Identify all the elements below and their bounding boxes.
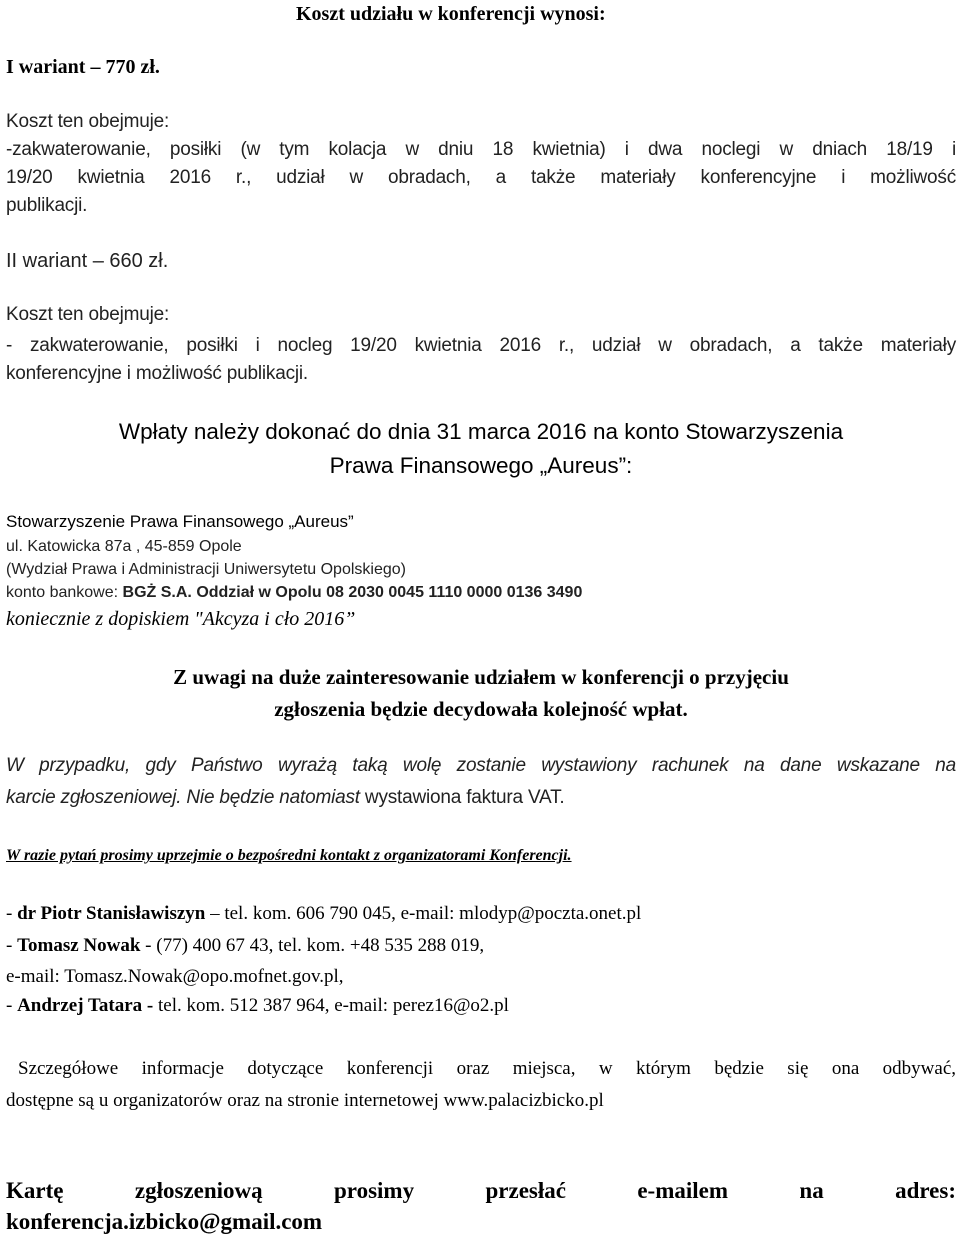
footer-line-1: Kartę zgłoszeniową prosimy przesłać e-mailem na adres:	[6, 1178, 956, 1203]
notice-line-1: Z uwagi na duże zainteresowanie udziałem w konferencji o przyjęciu	[173, 665, 789, 689]
contact-bullet: -	[6, 903, 18, 924]
variant-1-title: I wariant – 770 zł.	[6, 56, 160, 78]
bank-account-label: konto bankowe:	[6, 584, 123, 601]
variant-1-includes-label: Koszt ten obejmuje:	[6, 111, 170, 132]
contact-intro: W razie pytań prosimy uprzejmie o bezpośredni kontakt z organizatorami Konferencji.	[6, 847, 572, 864]
footer-email: konferencja.izbicko@gmail.com	[6, 1209, 323, 1234]
invoice-line-2-plain: wystawiona faktura VAT.	[364, 787, 565, 808]
variant-1-includes-line-2: 19/20 kwietnia 2016 r., udział w obradach, a także materiały konferencyjne i możliwość	[6, 167, 956, 188]
invoice-line-2	[6, 785, 564, 811]
variant-2-includes-line-1: - zakwaterowanie, posiłki i nocleg 19/20 kwietnia 2016 r., udział w obradach, a także materiały	[6, 335, 956, 356]
details-line-2: dostępne są u organizatorów oraz na stronie internetowej www.palacizbicko.pl	[6, 1090, 604, 1111]
contact-person-1-name: dr Piotr Stanisławiszyn	[17, 903, 206, 924]
contact-person-1-details: – tel. kom. 606 790 045, e-mail: mlodyp@poczta.onet.pl	[205, 903, 642, 924]
variant-2-includes-line-2: konferencyjne i możliwość publikacji.	[6, 363, 309, 384]
contact-bullet: -	[6, 995, 18, 1016]
payment-heading-line-2: Prawa Finansowego „Aureus”:	[329, 453, 633, 478]
invoice-line-1: W przypadku, gdy Państwo wyrażą taką wolę zostanie wystawiony rachunek na dane wskazane na	[6, 755, 956, 776]
contact-bullet: -	[6, 935, 18, 956]
payment-heading-line-1: Wpłaty należy dokonać do dnia 31 marca 2016 na konto Stowarzyszenia	[118, 419, 844, 444]
variant-2-includes-label: Koszt ten obejmuje:	[6, 304, 170, 325]
invoice-line-2-italic: karcie zgłoszeniowej. Nie będzie natomiast	[6, 787, 365, 808]
contact-person-3-details: tel. kom. 512 387 964, e-mail: perez16@o2.pl	[153, 995, 509, 1016]
contact-person-2-email: e-mail: Tomasz.Nowak@opo.mofnet.gov.pl,	[6, 966, 344, 987]
org-address: ul. Katowicka 87a , 45-859 Opole	[6, 538, 242, 555]
variant-1-includes-line-3: publikacji.	[6, 195, 88, 216]
contact-person-3-name: Andrzej Tatara -	[17, 995, 154, 1016]
org-department: (Wydział Prawa i Administracji Uniwersytetu Opolskiego)	[6, 561, 406, 578]
payment-note: koniecznie z dopiskiem "Akcyza i cło 2016”	[6, 608, 356, 630]
contact-person-2-details: - (77) 400 67 43, tel. kom. +48 535 288 019,	[140, 935, 485, 956]
contact-person-2-name: Tomasz Nowak	[17, 935, 141, 956]
variant-1-includes-line-1: -zakwaterowanie, posiłki (w tym kolacja w dniu 18 kwietnia) i dwa noclegi w dniach 18/19 i	[6, 139, 956, 160]
variant-2-title: II wariant – 660 zł.	[6, 250, 169, 272]
cost-heading: Koszt udziału w konferencji wynosi:	[296, 3, 606, 25]
details-line-1: Szczegółowe informacje dotyczące konferencji oraz miejsca, w którym będzie się ona odbywać,	[18, 1058, 956, 1079]
contact-person-2	[6, 933, 484, 959]
contact-person-1	[6, 901, 641, 927]
org-name: Stowarzyszenie Prawa Finansowego „Aureus”	[6, 512, 354, 531]
notice-line-2: zgłoszenia będzie decydowała kolejność wpłat.	[274, 697, 688, 721]
bank-account	[6, 582, 582, 604]
bank-account-number: BGŻ S.A. Oddział w Opolu 08 2030 0045 1110 0000 0136 3490	[122, 584, 583, 601]
contact-person-3	[6, 993, 509, 1019]
